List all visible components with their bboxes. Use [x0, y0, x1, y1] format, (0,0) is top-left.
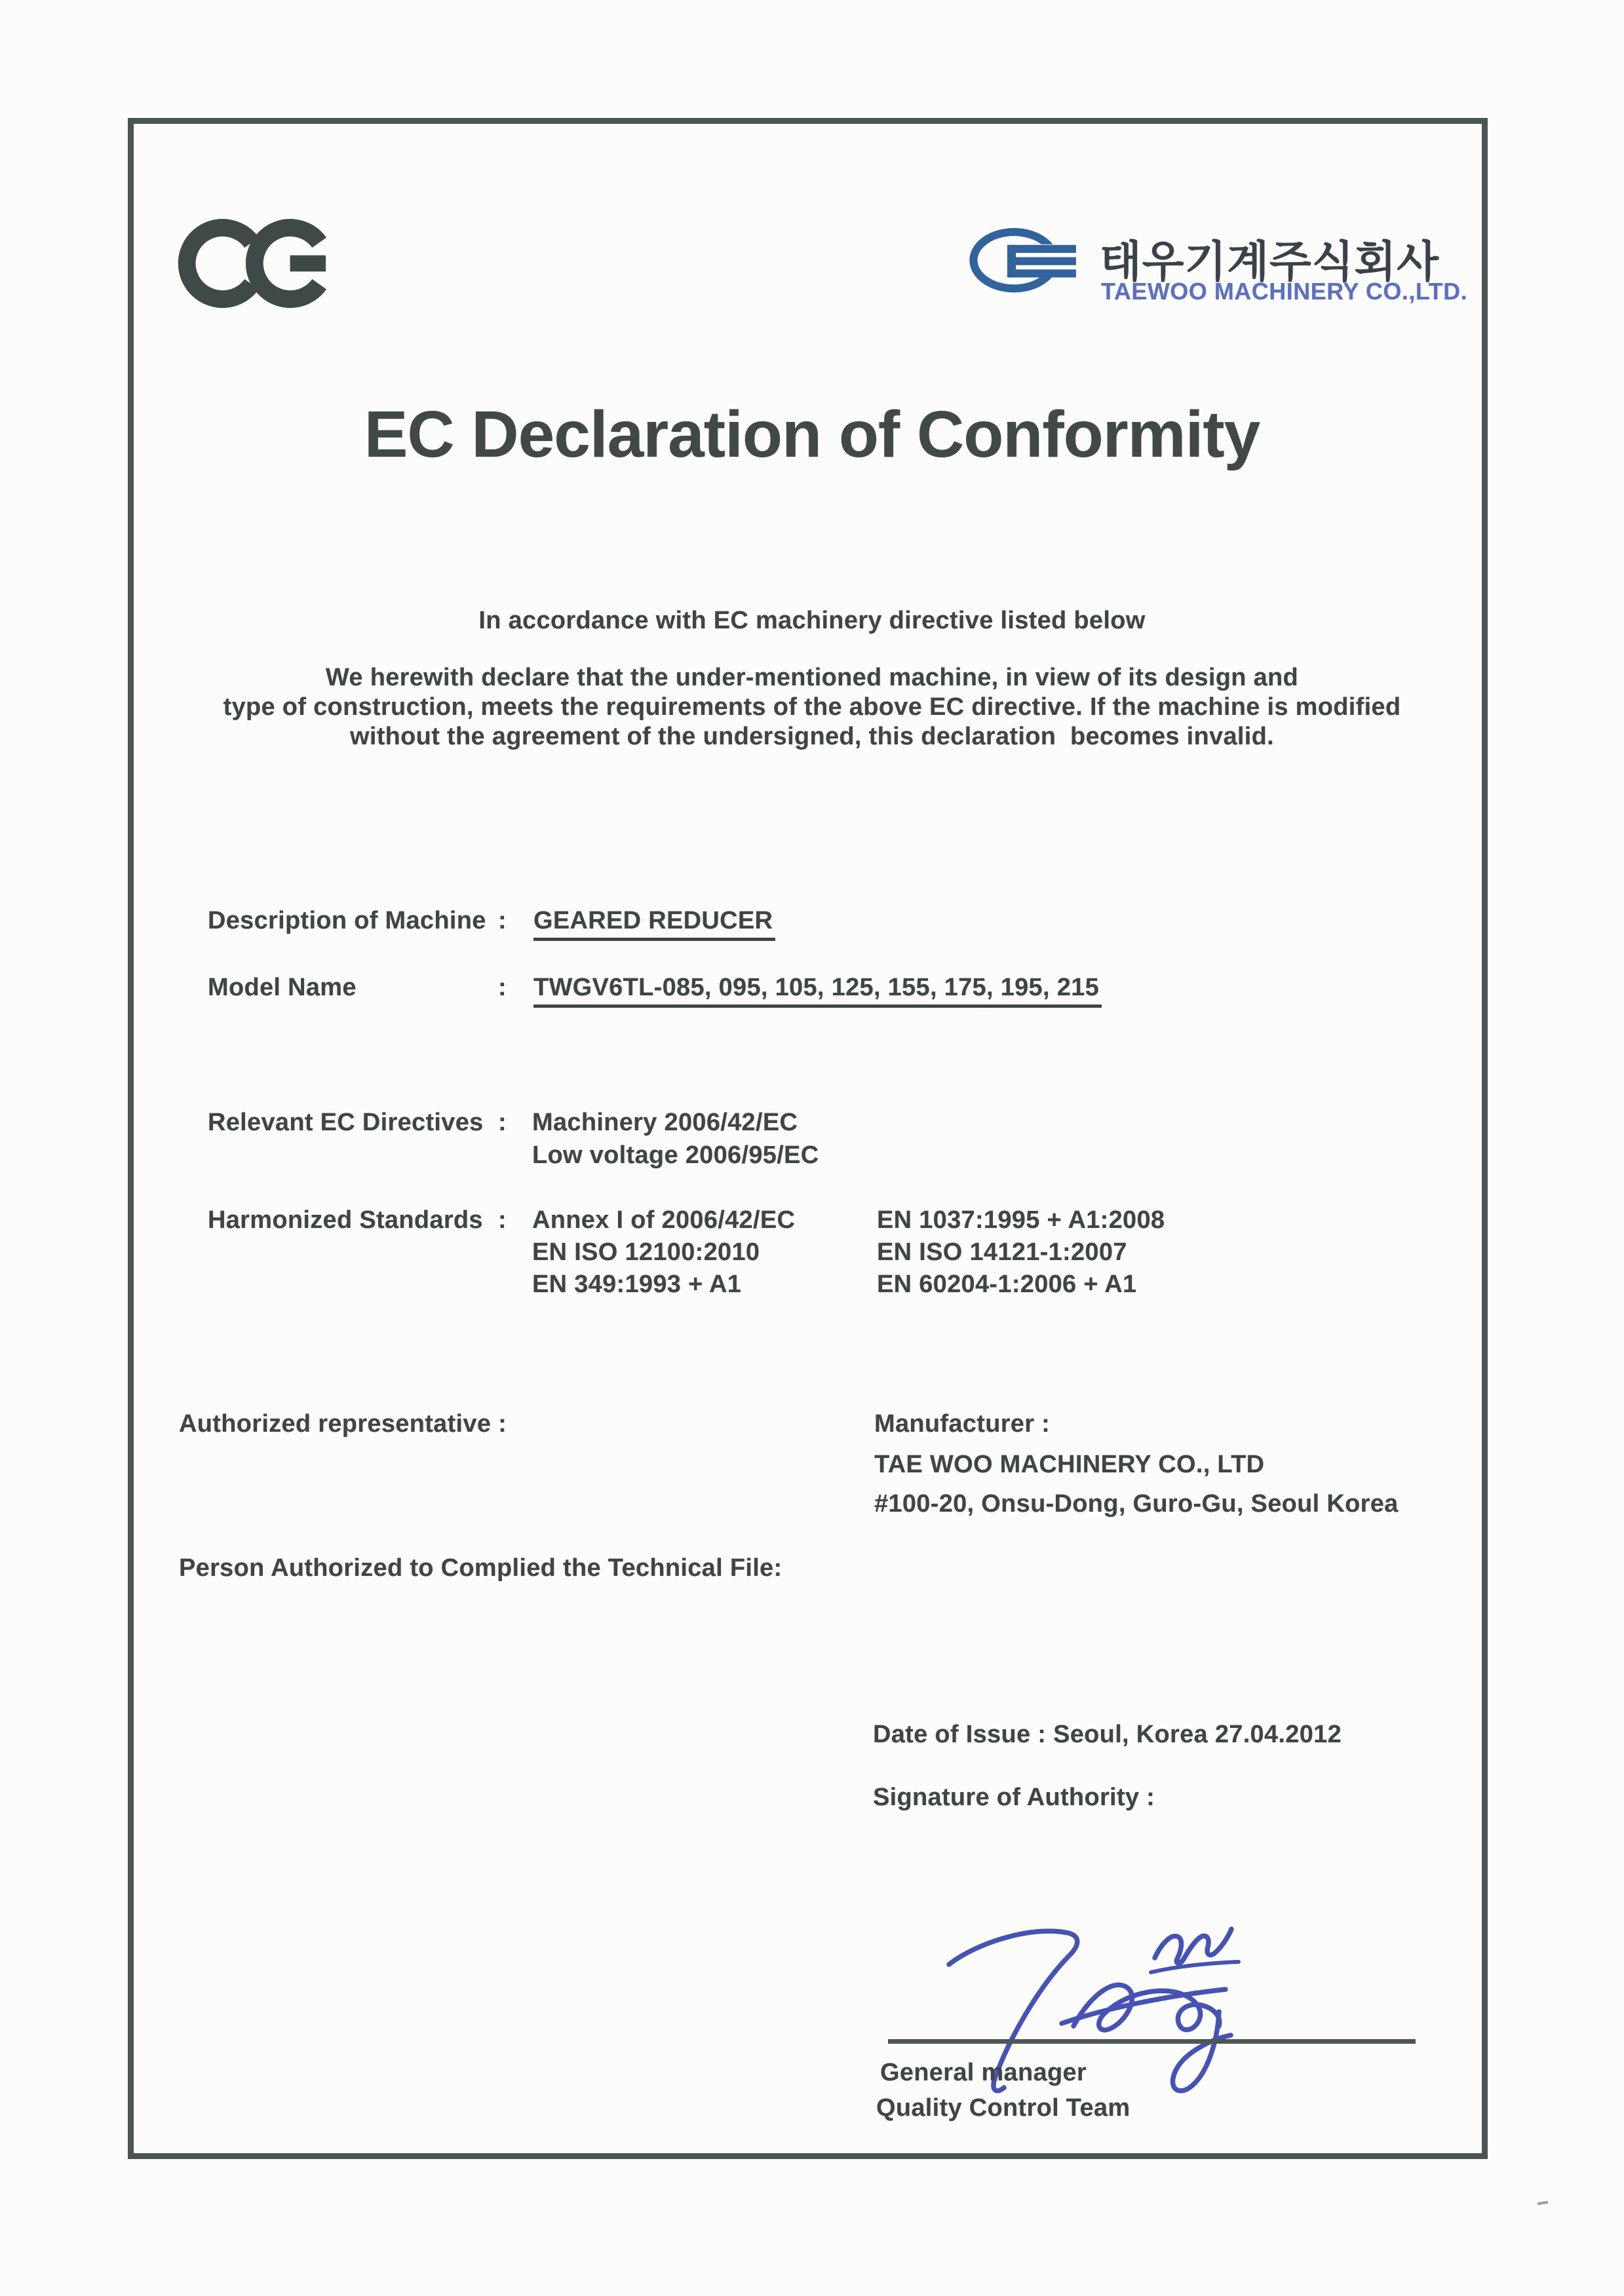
standard-annex: Annex I of 2006/42/EC — [532, 1206, 796, 1234]
authorized-representative-label: Authorized representative : — [179, 1410, 507, 1438]
description-value: GEARED REDUCER — [533, 907, 775, 941]
scan-mark — [1537, 2201, 1548, 2205]
page-title: EC Declaration of Conformity — [364, 398, 1260, 471]
company-name-korean: 태우기계주식회사 — [1100, 237, 1440, 286]
intro-line: In accordance with EC machinery directive listed below — [478, 607, 1146, 634]
ce-mark-icon — [178, 211, 334, 316]
model-colon: : — [498, 974, 507, 1001]
standards-label: Harmonized Standards — [208, 1206, 483, 1234]
date-of-issue: Date of Issue : Seoul, Korea 27.04.2012 — [873, 1721, 1342, 1748]
declaration-line-3: without the agreement of the undersigned, this declaration becomes invalid. — [349, 723, 1275, 750]
signer-role: General manager — [880, 2059, 1087, 2086]
manufacturer-label: Manufacturer : — [874, 1410, 1051, 1438]
directive-low-voltage: Low voltage 2006/95/EC — [532, 1141, 819, 1169]
standard-iso-14121: EN ISO 14121-1:2007 — [877, 1238, 1127, 1266]
directive-machinery: Machinery 2006/42/EC — [532, 1109, 798, 1136]
manufacturer-address: #100-20, Onsu-Dong, Guro-Gu, Seoul Korea — [874, 1490, 1399, 1518]
company-logo-icon — [968, 228, 1085, 296]
person-authorized-label: Person Authorized to Complied the Technical File: — [179, 1554, 783, 1582]
model-value: TWGV6TL-085, 095, 105, 125, 155, 175, 195, 215 — [533, 974, 1102, 1008]
standard-en-1037: EN 1037:1995 + A1:2008 — [877, 1206, 1165, 1234]
standards-colon: : — [498, 1206, 507, 1234]
directives-label: Relevant EC Directives — [208, 1109, 484, 1136]
description-colon: : — [498, 907, 507, 934]
signature-label: Signature of Authority : — [873, 1784, 1155, 1811]
standard-iso-12100: EN ISO 12100:2010 — [532, 1238, 760, 1266]
standard-en-349: EN 349:1993 + A1 — [532, 1271, 742, 1298]
signer-team: Quality Control Team — [876, 2094, 1131, 2122]
standard-en-60204: EN 60204-1:2006 + A1 — [877, 1271, 1137, 1298]
declaration-line-2: type of construction, meets the requirements of the above EC directive. If the machine is modified — [223, 693, 1401, 721]
declaration-line-1: We herewith declare that the under-mentioned machine, in view of its design and — [325, 664, 1299, 691]
manufacturer-name: TAE WOO MACHINERY CO., LTD — [874, 1451, 1265, 1478]
description-label: Description of Machine — [208, 907, 486, 934]
company-name-english: TAEWOO MACHINERY CO.,LTD. — [1101, 278, 1468, 305]
directives-colon: : — [498, 1109, 507, 1136]
signature-rule — [888, 2039, 1416, 2044]
model-label: Model Name — [208, 974, 357, 1001]
